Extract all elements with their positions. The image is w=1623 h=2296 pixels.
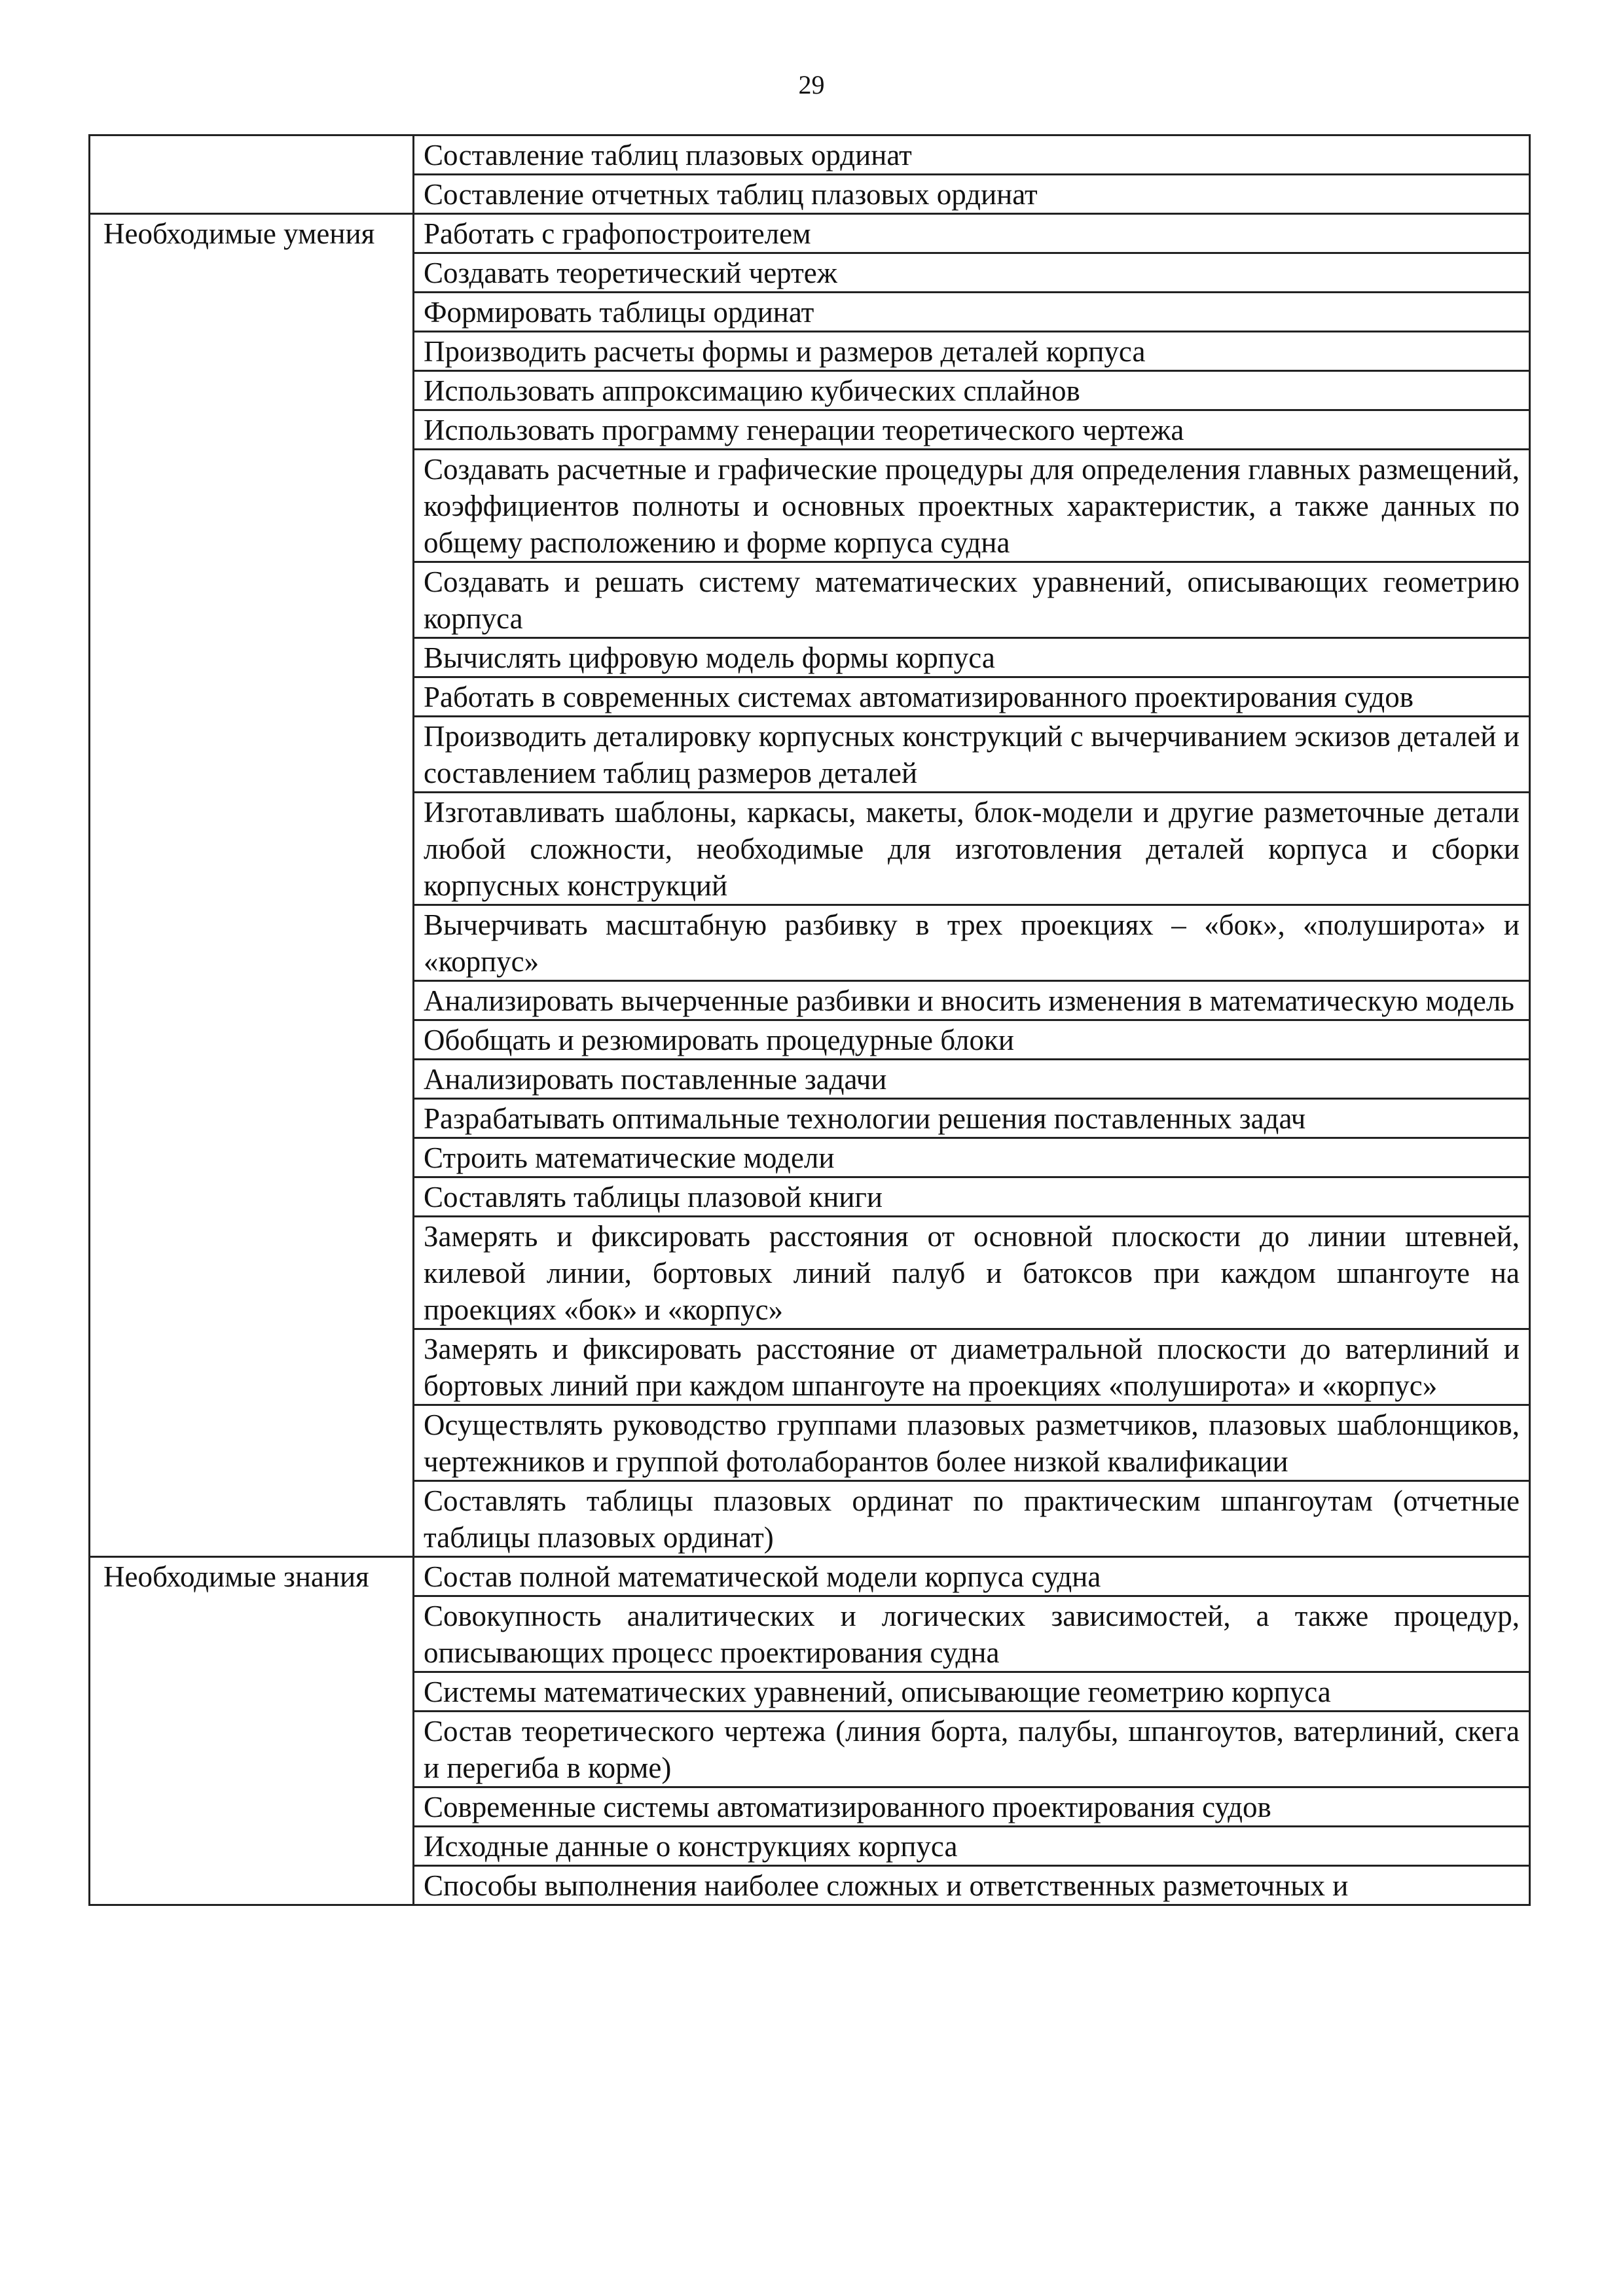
section-item: Производить расчеты формы и размеров деталей корпуса xyxy=(414,332,1530,371)
section-item: Современные системы автоматизированного проектирования судов xyxy=(414,1787,1530,1827)
section-item: Разрабатывать оптимальные технологии решения поставленных задач xyxy=(414,1099,1530,1138)
page-number: 29 xyxy=(798,70,825,99)
table-row xyxy=(90,214,1530,253)
section-label: Необходимые знания xyxy=(90,1557,414,1905)
section-item: Способы выполнения наиболее сложных и ответственных разметочных и xyxy=(414,1866,1530,1905)
section-item: Изготавливать шаблоны, каркасы, макеты, блок-модели и другие разметочные детали любой сложности, необходимые для изготовления деталей корпуса и сборки корпусных конструкций xyxy=(414,793,1530,905)
competency-table xyxy=(88,134,1531,1906)
section-item: Работать с графопостроителем xyxy=(414,214,1530,253)
section-item: Вычислять цифровую модель формы корпуса xyxy=(414,638,1530,677)
section-item: Использовать аппроксимацию кубических сплайнов xyxy=(414,371,1530,410)
section-item: Составление отчетных таблиц плазовых ординат xyxy=(414,175,1530,214)
section-item: Строить математические модели xyxy=(414,1138,1530,1177)
section-item: Замерять и фиксировать расстояния от основной плоскости до линии штевней, килевой линии, бортовых линий палуб и батоксов при каждом шпангоуте на проекциях «бок» и «корпус» xyxy=(414,1217,1530,1329)
section-label: Необходимые умения xyxy=(90,214,414,1557)
section-item: Формировать таблицы ординат xyxy=(414,293,1530,332)
section-item: Осуществлять руководство группами плазовых разметчиков, плазовых шаблонщиков, чертежников и группой фотолаборантов более низкой квалификации xyxy=(414,1405,1530,1481)
table-row xyxy=(90,1557,1530,1596)
section-item: Исходные данные о конструкциях корпуса xyxy=(414,1827,1530,1866)
section-item: Создавать расчетные и графические процедуры для определения главных размещений, коэффициентов полноты и основных проектных характеристик, а также данных по общему расположению и форме корпуса судна xyxy=(414,450,1530,562)
section-item: Обобщать и резюмировать процедурные блоки xyxy=(414,1020,1530,1060)
section-item: Замерять и фиксировать расстояние от диаметральной плоскости до ватерлиний и бортовых линий при каждом шпангоуте на проекциях «полуширота» и «корпус» xyxy=(414,1329,1530,1405)
section-item: Анализировать поставленные задачи xyxy=(414,1060,1530,1099)
section-item: Работать в современных системах автоматизированного проектирования судов xyxy=(414,677,1530,717)
section-item: Производить деталировку корпусных конструкций с вычерчиванием эскизов деталей и составлением таблиц размеров деталей xyxy=(414,717,1530,793)
section-item: Состав теоретического чертежа (линия борта, палубы, шпангоутов, ватерлиний, скега и перегиба в корме) xyxy=(414,1712,1530,1787)
section-label xyxy=(90,135,414,214)
section-item: Состав полной математической модели корпуса судна xyxy=(414,1557,1530,1596)
section-item: Совокупность аналитических и логических зависимостей, а также процедур, описывающих процесс проектирования судна xyxy=(414,1596,1530,1672)
section-item: Анализировать вычерченные разбивки и вносить изменения в математическую модель xyxy=(414,981,1530,1020)
section-item: Создавать теоретический чертеж xyxy=(414,253,1530,293)
section-item: Составление таблиц плазовых ординат xyxy=(414,135,1530,175)
section-item: Составлять таблицы плазовых ординат по практическим шпангоутам (отчетные таблицы плазовых ординат) xyxy=(414,1481,1530,1557)
section-item: Вычерчивать масштабную разбивку в трех проекциях – «бок», «полуширота» и «корпус» xyxy=(414,905,1530,981)
section-item: Создавать и решать систему математических уравнений, описывающих геометрию корпуса xyxy=(414,562,1530,638)
table-row xyxy=(90,135,1530,175)
section-item: Системы математических уравнений, описывающие геометрию корпуса xyxy=(414,1672,1530,1712)
section-item: Составлять таблицы плазовой книги xyxy=(414,1177,1530,1217)
section-item: Использовать программу генерации теоретического чертежа xyxy=(414,410,1530,450)
competency-table-body xyxy=(90,135,1530,1905)
